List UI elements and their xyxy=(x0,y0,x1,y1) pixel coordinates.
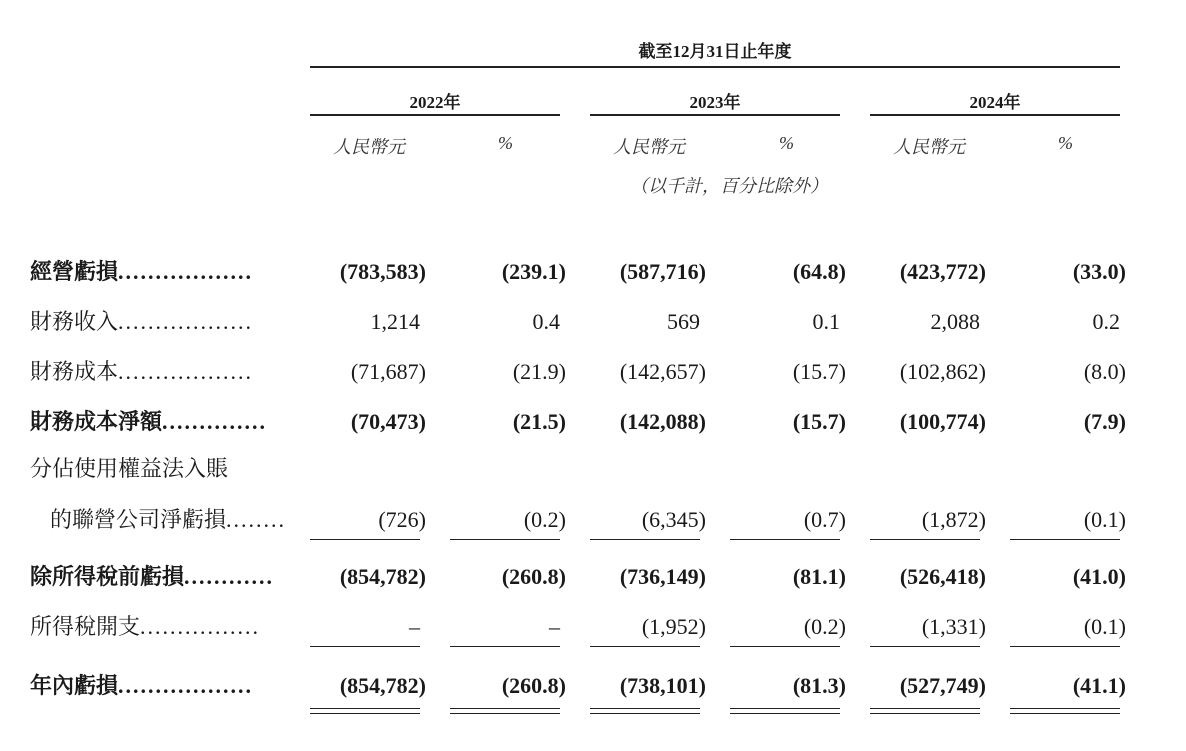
table-cell: (21.5) xyxy=(512,409,566,434)
subtotal-rule xyxy=(1010,646,1120,647)
row-label: 財務收入.................. xyxy=(30,309,254,334)
table-cell: (33.0) xyxy=(1072,259,1126,284)
table-cell: (15.7) xyxy=(792,359,846,384)
table-cell: (854,782) xyxy=(339,673,426,698)
table-cell: (64.8) xyxy=(792,259,846,284)
table-cell: (736,149) xyxy=(619,564,706,589)
year-2024: 2024年 xyxy=(969,93,1021,112)
table-cell: (0.1) xyxy=(1083,507,1126,532)
row-label: 所得稅開支................ xyxy=(30,614,261,639)
year-2024-rule xyxy=(870,114,1120,116)
row-label: 的聯營公司淨虧損........ xyxy=(50,507,287,532)
total-rule-bottom xyxy=(590,713,700,714)
total-rule-bottom xyxy=(730,713,840,714)
table-cell: (527,749) xyxy=(899,673,986,698)
unit-currency-2024: 人民幣元 xyxy=(893,137,965,157)
total-rule-top xyxy=(310,708,420,709)
unit-percent-2022: % xyxy=(498,133,513,153)
table-cell: (142,657) xyxy=(619,359,706,384)
total-rule-top xyxy=(590,708,700,709)
subtotal-rule xyxy=(450,646,560,647)
table-cell: 0.4 xyxy=(532,309,560,334)
header-rule xyxy=(310,66,1120,68)
subtotal-rule xyxy=(590,539,700,540)
total-rule-bottom xyxy=(870,713,980,714)
table-cell: 569 xyxy=(667,309,700,334)
table-cell: (0.2) xyxy=(523,507,566,532)
table-cell: (0.2) xyxy=(803,614,846,639)
row-label: 除所得稅前虧損............ xyxy=(30,564,275,589)
table-cell: 2,088 xyxy=(930,309,980,334)
table-cell: (726) xyxy=(378,507,426,532)
total-rule-bottom xyxy=(310,713,420,714)
period-title: 截至12月31日止年度 xyxy=(638,42,792,61)
table-cell: (15.7) xyxy=(792,409,846,434)
year-2023: 2023年 xyxy=(689,93,741,112)
table-cell: (81.3) xyxy=(792,673,846,698)
unit-currency-2022: 人民幣元 xyxy=(333,137,405,157)
table-cell: (100,774) xyxy=(899,409,986,434)
table-cell: (21.9) xyxy=(512,359,566,384)
unit-note: （以千計，百分比除外） xyxy=(630,176,828,196)
subtotal-rule xyxy=(870,539,980,540)
unit-percent-2023: % xyxy=(779,133,794,153)
year-2022-rule xyxy=(310,114,560,116)
year-2022: 2022年 xyxy=(409,93,461,112)
total-rule-top xyxy=(1010,708,1120,709)
row-label: 財務成本淨額.............. xyxy=(30,409,268,434)
subtotal-rule xyxy=(450,539,560,540)
unit-percent-2024: % xyxy=(1058,133,1073,153)
table-cell: (260.8) xyxy=(501,564,566,589)
table-cell: (260.8) xyxy=(501,673,566,698)
table-cell: (1,952) xyxy=(641,614,706,639)
total-rule-top xyxy=(870,708,980,709)
table-cell: – xyxy=(549,614,560,639)
subtotal-rule xyxy=(730,539,840,540)
total-rule-bottom xyxy=(450,713,560,714)
row-label: 年內虧損.................. xyxy=(30,673,254,698)
table-cell: (0.7) xyxy=(803,507,846,532)
table-cell: 0.1 xyxy=(812,309,840,334)
subtotal-rule xyxy=(310,646,420,647)
subtotal-rule xyxy=(730,646,840,647)
table-cell: (8.0) xyxy=(1083,359,1126,384)
table-cell: (0.1) xyxy=(1083,614,1126,639)
row-label: 分佔使用權益法入賬 xyxy=(30,456,229,481)
table-cell: (783,583) xyxy=(339,259,426,284)
table-cell: (239.1) xyxy=(501,259,566,284)
table-cell: (1,872) xyxy=(921,507,986,532)
table-cell: (423,772) xyxy=(899,259,986,284)
row-label: 經營虧損.................. xyxy=(30,259,254,284)
subtotal-rule xyxy=(870,646,980,647)
subtotal-rule xyxy=(1010,539,1120,540)
year-2023-rule xyxy=(590,114,840,116)
table-cell: (70,473) xyxy=(350,409,426,434)
row-label: 財務成本.................. xyxy=(30,359,254,384)
table-cell: (71,687) xyxy=(350,359,426,384)
table-cell: (81.1) xyxy=(792,564,846,589)
table-cell: (41.0) xyxy=(1072,564,1126,589)
table-cell: (526,418) xyxy=(899,564,986,589)
table-cell: (142,088) xyxy=(619,409,706,434)
total-rule-top xyxy=(730,708,840,709)
table-cell: (854,782) xyxy=(339,564,426,589)
table-cell: (1,331) xyxy=(921,614,986,639)
table-cell: (102,862) xyxy=(899,359,986,384)
table-cell: (7.9) xyxy=(1083,409,1126,434)
total-rule-bottom xyxy=(1010,713,1120,714)
table-cell: (6,345) xyxy=(641,507,706,532)
total-rule-top xyxy=(450,708,560,709)
table-cell: 0.2 xyxy=(1092,309,1120,334)
table-cell: (738,101) xyxy=(619,673,706,698)
subtotal-rule xyxy=(590,646,700,647)
table-cell: (41.1) xyxy=(1072,673,1126,698)
subtotal-rule xyxy=(310,539,420,540)
unit-currency-2023: 人民幣元 xyxy=(613,137,685,157)
table-cell: (587,716) xyxy=(619,259,706,284)
table-cell: – xyxy=(409,614,420,639)
table-cell: 1,214 xyxy=(370,309,420,334)
